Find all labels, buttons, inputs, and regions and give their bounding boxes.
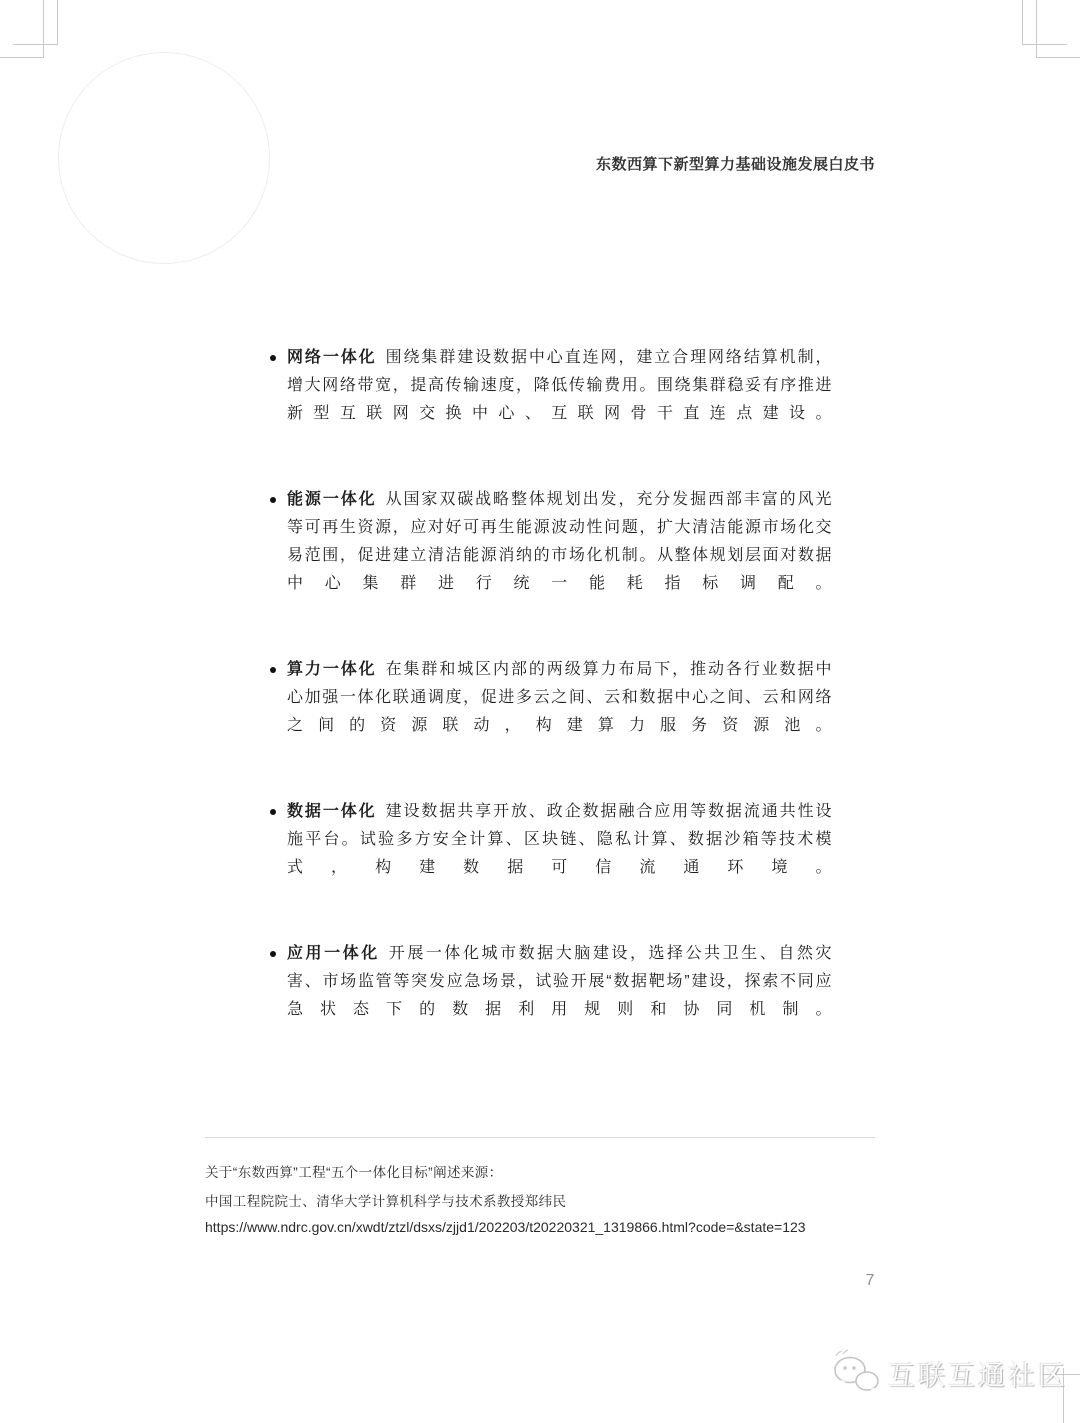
list-item-energy-integration [287, 486, 833, 626]
list-item-application-integration [287, 940, 833, 1052]
bullet-text: 从国家双碳战略整体规划出发，充分发掘西部丰富的风光等可再生资源，应对好可再生能源波动性问题，扩大清洁能源市场化交易范围，促进建立清洁能源消纳的市场化机制。从整体规划层面对数据中心集群进行统一能耗指标调配。 [287, 491, 833, 592]
corner-mark-top-right [1036, 57, 1080, 58]
corner-mark-top-left [57, 0, 58, 44]
bullet-icon [270, 497, 276, 503]
corner-mark-top-right [1022, 44, 1067, 45]
community-watermark [830, 1348, 1068, 1398]
bullet-text: 围绕集群建设数据中心直连网，建立合理网络结算机制，增大网络带宽，提高传输速度，降低传输费用。围绕集群稳妥有序推进新型互联网交换中心、互联网骨干直连点建设。 [287, 349, 833, 422]
footnote-source-caption: 关于“东数西算”工程“五个一体化目标”阐述来源： [205, 1165, 503, 1180]
footnote-source-url: https://www.ndrc.gov.cn/xwdt/ztzl/dsxs/zjjd1/202203/t20220321_1319866.html?code=&state=123 [205, 1219, 806, 1235]
bullet-icon [270, 951, 276, 957]
corner-mark-top-right [1036, 0, 1037, 58]
bullet-icon [270, 809, 276, 815]
decorative-circle [58, 52, 270, 264]
bullet-label: 能源一体化 [287, 491, 377, 508]
footnote-divider [205, 1137, 875, 1138]
bullet-label: 应用一体化 [287, 945, 380, 962]
corner-mark-top-left [13, 44, 58, 45]
page-number: 7 [865, 1272, 875, 1289]
watermark-text: 互联互通社区 [888, 1360, 1068, 1391]
corner-mark-top-left [0, 57, 44, 58]
bullet-list [287, 344, 833, 1082]
bullet-label: 算力一体化 [287, 661, 377, 678]
bullet-icon [270, 667, 276, 673]
page-header-title: 东数西算下新型算力基础设施发展白皮书 [595, 156, 875, 173]
bullet-text: 建设数据共享开放、政企数据融合应用等数据流通共性设施平台。试验多方安全计算、区块链、隐私计算、数据沙箱等技术模式，构建数据可信流通环境。 [287, 803, 833, 876]
list-item-data-integration [287, 798, 833, 910]
bullet-text: 在集群和城区内部的两级算力布局下，推动各行业数据中心加强一体化联通调度，促进多云之间、云和数据中心之间、云和网络之间的资源联动，构建算力服务资源池。 [287, 661, 833, 734]
bullet-text: 开展一体化城市数据大脑建设，选择公共卫生、自然灾害、市场监管等突发应急场景，试验开展“数据靶场”建设，探索不同应急状态下的数据利用规则和协同机制。 [287, 945, 833, 1018]
list-item-network-integration [287, 344, 833, 456]
corner-mark-top-right [1022, 0, 1023, 44]
bullet-label: 网络一体化 [287, 349, 377, 366]
bullet-label: 数据一体化 [287, 803, 377, 820]
corner-mark-top-left [43, 0, 44, 58]
footnote-author: 中国工程院院士、清华大学计算机科学与技术系教授郑纬民 [205, 1194, 567, 1209]
wechat-icon [830, 1348, 882, 1398]
list-item-computing-integration [287, 656, 833, 768]
bullet-icon [270, 355, 276, 361]
